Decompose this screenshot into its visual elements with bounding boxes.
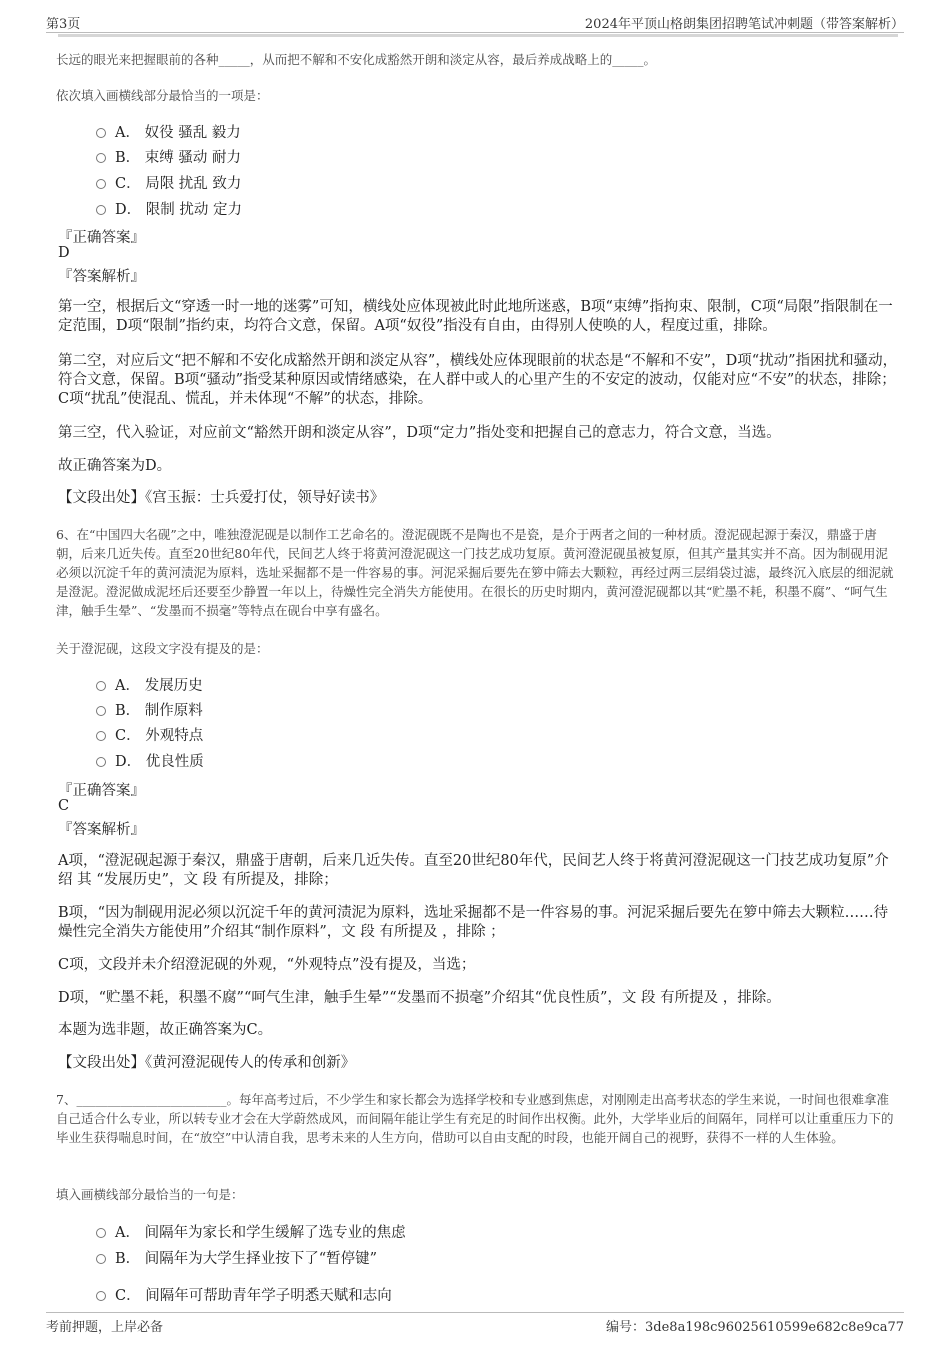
footer-slogan: 考前押题，上岸必备: [46, 1320, 164, 1335]
q5-answer-label: 『正确答案』: [58, 230, 145, 246]
q7-option-c[interactable]: C． 间隔年可帮助青年学子明悉天赋和志向: [96, 1284, 392, 1305]
radio-icon: [96, 731, 106, 741]
q6-analysis-conclusion: 本题为选非题，故正确答案为C。: [58, 1022, 273, 1038]
q5-analysis-4: 故正确答案为D。: [58, 458, 172, 474]
q6-answer-label: 『正确答案』: [58, 783, 145, 799]
q5-answer: D: [58, 245, 70, 261]
document-code: 编号：3de8a198c96025610599e682c8e9ca77: [606, 1320, 904, 1335]
q7-option-b[interactable]: B． 间隔年为大学生择业按下了“暂停键”: [96, 1247, 377, 1268]
q6-analysis-c: C项，文段并未介绍澄泥砚的外观，“外观特点”没有提及，当选；: [58, 957, 476, 973]
q6-prompt: 关于澄泥砚，这段文字没有提及的是：: [56, 641, 269, 656]
page-number: 第3页: [46, 17, 81, 32]
radio-icon: [96, 1228, 106, 1238]
radio-icon: [96, 757, 106, 767]
radio-icon: [96, 706, 106, 716]
q6-analysis-a: A项，“澄泥砚起源于秦汉，鼎盛于唐朝，后来几近失传。直至20世纪80年代，民间艺人终于将黄河澄泥砚这一门技艺成功复原”介绍 其 “发展历史”，文 段 有所提及，排除；: [58, 853, 889, 888]
radio-icon: [96, 179, 106, 189]
q6-analysis-b: B项，“因为制砚用泥必须以沉淀千年的黄河渍泥为原料，选址采掘都不是一件容易的事。河泥采掘后要先在箩中筛去大颗粒……待燥性完全消失方能使用”介绍其“制作原料”，文 段 有所提及 ，排除 ；: [58, 905, 889, 940]
q5-option-d[interactable]: D． 限制 扰动 定力: [96, 198, 242, 219]
q7-prompt: 填入画横线部分最恰当的一句是：: [56, 1187, 244, 1202]
radio-icon: [96, 153, 106, 163]
radio-icon: [96, 1291, 106, 1301]
q7-stem: 7、________________________。每年高考过后，不少学生和家长都会为选择学校和专业感到焦虑，对刚刚走出高考状态的学生来说，一时间也很难拿准自己适合什么专业，所以转专业才会在大学蔚然成风，而间隔年能让学生有充足的时间作出权衡。此外，大学毕业后的间隔年，同样可以让重重压力下的毕业生获得喘息时间，在“放空”中认清自我，思考未来的人生方向，借助可以自由支配的时段，也能开阔自己的视野，获得不一样的人生体验。: [56, 1092, 894, 1145]
q7-option-a[interactable]: A． 间隔年为家长和学生缓解了选专业的焦虑: [96, 1221, 406, 1242]
q6-option-a[interactable]: A． 发展历史: [96, 674, 203, 695]
q6-analysis-d: D项，“贮墨不耗，积墨不腐”“呵气生津，触手生晕”“发墨而不损毫”介绍其“优良性质”，文 段 有所提及 ，排除。: [58, 990, 781, 1006]
q6-option-c[interactable]: C． 外观特点: [96, 724, 203, 745]
q5-option-c[interactable]: C． 局限 扰乱 致力: [96, 172, 241, 193]
q5-prompt: 依次填入画横线部分最恰当的一项是：: [56, 88, 269, 103]
radio-icon: [96, 681, 106, 691]
radio-icon: [96, 128, 106, 138]
q5-option-a[interactable]: A． 奴役 骚乱 毅力: [96, 121, 241, 142]
q6-option-b[interactable]: B． 制作原料: [96, 699, 203, 720]
q5-analysis-2: 第二空，对应后文“把不解和不安化成豁然开朗和淡定从容”，横线处应体现眼前的状态是“不解和不安”，D项“扰动”指困扰和骚动，符合文意，保留。B项“骚动”指受某种原因或情绪感染，在人群中或人的心里产生的不安定的波动，仅能对应“不安”的状态，排除；C项“扰乱”使混乱、慌乱，并未体现“不解”的状态，排除。: [58, 353, 898, 407]
page-footer: [46, 1312, 904, 1337]
page-header: [46, 10, 904, 33]
q6-analysis-label: 『答案解析』: [58, 822, 145, 838]
document-title: 2024年平顶山格朗集团招聘笔试冲刺题（带答案解析）: [584, 17, 904, 32]
q5-analysis-1: 第一空，根据后文“穿透一时一地的迷雾”可知，横线处应体现被此时此地所迷惑，B项“束缚”指拘束、限制，C项“局限”指限制在一定范围，D项“限制”指约束，均符合文意，保留。A项“奴役”指没有自由，由得别人使唤的人，程度过重，排除。: [58, 299, 893, 334]
q6-answer: C: [58, 798, 70, 814]
q6-option-d[interactable]: D． 优良性质: [96, 750, 204, 771]
q5-analysis-label: 『答案解析』: [58, 269, 145, 285]
radio-icon: [96, 205, 106, 215]
q5-source: 【文段出处】《宫玉振：士兵爱打仗，领导好读书》: [58, 490, 385, 506]
q5-analysis-3: 第三空，代入验证，对应前文“豁然开朗和淡定从容”，D项“定力”指处变和把握自己的意志力，符合文意，当选。: [58, 425, 781, 441]
q6-source: 【文段出处】《黄河澄泥砚传人的传承和创新》: [58, 1055, 356, 1071]
q5-stem-tail: 长远的眼光来把握眼前的各种_____，从而把不解和不安化成豁然开朗和淡定从容，最后养成战略上的_____。: [56, 52, 657, 67]
q5-option-b[interactable]: B． 束缚 骚动 耐力: [96, 146, 241, 167]
radio-icon: [96, 1254, 106, 1264]
q6-stem: 6、在“中国四大名砚”之中，唯独澄泥砚是以制作工艺命名的。澄泥砚既不是陶也不是瓷，是介于两者之间的一种材质。澄泥砚起源于秦汉，鼎盛于唐朝，后来几近失传。直至20世纪80年代，民间艺人终于将黄河澄泥砚这一门技艺成功复原。黄河澄泥砚虽被复原，但其产量其实并不高。因为制砚用泥必须以沉淀千年的黄河渍泥为原料，选址采掘都不是一件容易的事。河泥采掘后要先在箩中筛去大颗粒，再经过两三层绢袋过滤，最终沉入底层的细泥就是澄泥。澄泥做成泥坯后还要至少静置一年以上，待燥性完全消失方能使用。在很长的历史时期内，黄河澄泥砚都以其“贮墨不耗，积墨不腐”、“呵气生津，触手生晕”、“发墨而不损毫”等特点在砚台中享有盛名。: [56, 527, 894, 618]
cropped-line: [58, 31, 898, 37]
